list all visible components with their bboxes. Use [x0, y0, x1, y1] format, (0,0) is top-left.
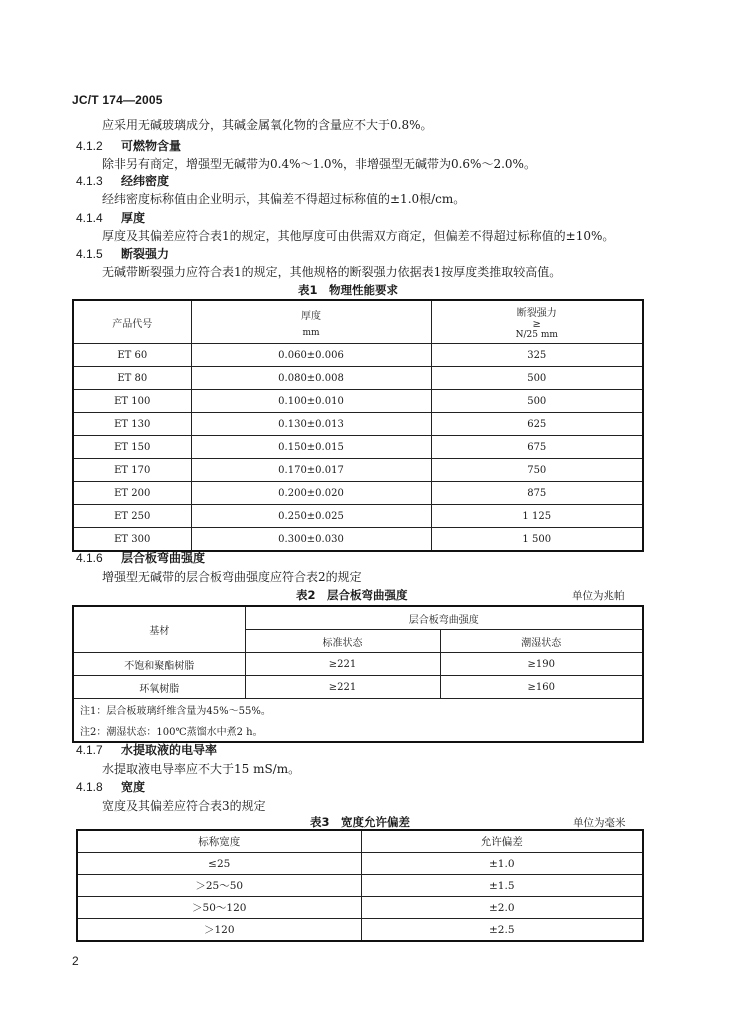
cell-wet: ≥160: [440, 676, 643, 699]
section-number: 4.1.8: [76, 780, 103, 794]
cell-thickness: 0.250±0.025: [191, 505, 431, 528]
section-4-1-2-text: 除非另有商定，增强型无碱带为0.4%～1.0%，非增强型无碱带为0.6%～2.0%。: [102, 157, 536, 171]
cell-deviation: ±2.0: [361, 897, 643, 919]
table-row: [73, 676, 643, 699]
document-header: JC/T 174—2005: [72, 93, 163, 107]
table2-flexural-strength: [72, 605, 644, 743]
section-4-1-2-heading: [76, 137, 181, 154]
section-number: 4.1.7: [76, 743, 103, 757]
cell-code: ET 170: [73, 459, 191, 482]
section-4-1-5-text: 无碱带断裂强力应符合表1的规定，其他规格的断裂强力依据表1按厚度类推取较高值。: [102, 265, 562, 279]
table2-note-row: [73, 699, 643, 721]
cell-code: ET 60: [73, 344, 191, 367]
cell-strength: 625: [431, 413, 643, 436]
section-4-1-8-heading: [76, 778, 145, 795]
cell-strength: 875: [431, 482, 643, 505]
section-title: 厚度: [121, 211, 146, 225]
strength-ge: ≥: [532, 319, 541, 330]
table-row: [73, 344, 643, 367]
thickness-unit: mm: [302, 327, 320, 338]
section-title: 可燃物含量: [121, 139, 182, 153]
cell-wet: ≥190: [440, 653, 643, 676]
cell-width: ＞120: [77, 919, 361, 942]
table1-physical-properties: [72, 299, 644, 552]
table-row: [77, 853, 643, 875]
cell-code: ET 250: [73, 505, 191, 528]
section-4-1-3-text: 经纬密度标称值由企业明示，其偏差不得超过标称值的±1.0根/cm。: [102, 192, 466, 206]
header-cell-wet: 潮湿状态: [440, 630, 643, 653]
table-row: [77, 897, 643, 919]
header-cell-width: 标称宽度: [77, 830, 361, 853]
strength-label: 断裂强力: [516, 308, 557, 319]
section-title: 经纬密度: [121, 174, 170, 188]
cell-deviation: ±1.0: [361, 853, 643, 875]
table1-caption: 表1 物理性能要求: [298, 283, 399, 297]
cell-width: ＞25～50: [77, 875, 361, 897]
section-4-1-6-text: 增强型无碱带的层合板弯曲强度应符合表2的规定: [102, 570, 362, 584]
table-row: [73, 436, 643, 459]
cell-strength: 1 125: [431, 505, 643, 528]
cell-thickness: 0.200±0.020: [191, 482, 431, 505]
cell-thickness: 0.100±0.010: [191, 390, 431, 413]
header-cell-code: 产品代号: [73, 300, 191, 344]
section-number: 4.1.2: [76, 139, 103, 153]
section-title: 宽度: [121, 780, 146, 794]
cell-deviation: ±1.5: [361, 875, 643, 897]
table1-header-row: [73, 300, 643, 344]
cell-thickness: 0.060±0.006: [191, 344, 431, 367]
table-row: [77, 919, 643, 942]
section-4-1-6-heading: [76, 549, 205, 566]
section-title: 水提取液的电导率: [121, 743, 218, 757]
cell-standard: ≥221: [245, 653, 440, 676]
cell-strength: 500: [431, 390, 643, 413]
strength-unit: N/25 mm: [515, 330, 558, 340]
table2-unit: 单位为兆帕: [572, 590, 625, 602]
cell-strength: 500: [431, 367, 643, 390]
cell-strength: 675: [431, 436, 643, 459]
header-cell-strength: [431, 300, 643, 344]
cell-standard: ≥221: [245, 676, 440, 699]
section-4-1-7-heading: [76, 741, 217, 758]
table2-header-row-1: [73, 606, 643, 630]
cell-deviation: ±2.5: [361, 919, 643, 942]
section-number: 4.1.4: [76, 211, 103, 225]
cell-code: ET 80: [73, 367, 191, 390]
table3-caption: 表3 宽度允许偏差: [310, 815, 411, 829]
table-row: [73, 459, 643, 482]
table-row: [73, 528, 643, 552]
cell-thickness: 0.130±0.013: [191, 413, 431, 436]
intro-line: 应采用无碱玻璃成分，其碱金属氧化物的含量应不大于0.8%。: [102, 118, 433, 132]
section-4-1-3-heading: [76, 172, 169, 189]
table-row: [73, 653, 643, 676]
thickness-label: 厚度: [301, 310, 321, 322]
table-row: [77, 875, 643, 897]
section-4-1-4-heading: [76, 209, 145, 226]
cell-thickness: 0.300±0.030: [191, 528, 431, 552]
cell-code: ET 150: [73, 436, 191, 459]
table2-note-row: [73, 720, 643, 742]
cell-strength: 1 500: [431, 528, 643, 552]
cell-width: ＞50～120: [77, 897, 361, 919]
cell-code: ET 300: [73, 528, 191, 552]
header-cell-standard: 标准状态: [245, 630, 440, 653]
table-row: [73, 390, 643, 413]
cell-code: ET 200: [73, 482, 191, 505]
header-cell-group: 层合板弯曲强度: [245, 606, 643, 630]
cell-code: ET 100: [73, 390, 191, 413]
table-row: [73, 505, 643, 528]
header-cell-deviation: 允许偏差: [361, 830, 643, 853]
cell-strength: 325: [431, 344, 643, 367]
section-4-1-8-text: 宽度及其偏差应符合表3的规定: [102, 799, 266, 813]
header-cell-base: 基材: [73, 606, 245, 653]
section-number: 4.1.6: [76, 551, 103, 565]
section-4-1-7-text: 水提取液电导率应不大于15 mS/m。: [102, 762, 301, 776]
section-number: 4.1.5: [76, 247, 103, 261]
table3-width-tolerance: [76, 829, 644, 942]
section-4-1-4-text: 厚度及其偏差应符合表1的规定，其他厚度可由供需双方商定，但偏差不得超过标称值的±10%。: [102, 229, 615, 243]
cell-width: ≤25: [77, 853, 361, 875]
table-row: [73, 413, 643, 436]
table-row: [73, 482, 643, 505]
cell-base: 不饱和聚酯树脂: [73, 653, 245, 676]
section-title: 层合板弯曲强度: [121, 551, 206, 565]
section-number: 4.1.3: [76, 174, 103, 188]
note-1: 注1：层合板玻璃纤维含量为45%～55%。: [73, 699, 643, 721]
table-row: [73, 367, 643, 390]
section-title: 断裂强力: [121, 247, 170, 261]
section-4-1-5-heading: [76, 245, 169, 262]
cell-base: 环氧树脂: [73, 676, 245, 699]
cell-strength: 750: [431, 459, 643, 482]
header-cell-thickness: [191, 300, 431, 344]
table3-header-row: [77, 830, 643, 853]
cell-thickness: 0.170±0.017: [191, 459, 431, 482]
cell-thickness: 0.080±0.008: [191, 367, 431, 390]
page-number: 2: [72, 954, 79, 968]
note-2: 注2：潮湿状态：100℃蒸馏水中煮2 h。: [73, 720, 643, 742]
cell-thickness: 0.150±0.015: [191, 436, 431, 459]
table2-caption: 表2 层合板弯曲强度: [296, 588, 408, 602]
table3-unit: 单位为毫米: [573, 817, 626, 829]
cell-code: ET 130: [73, 413, 191, 436]
